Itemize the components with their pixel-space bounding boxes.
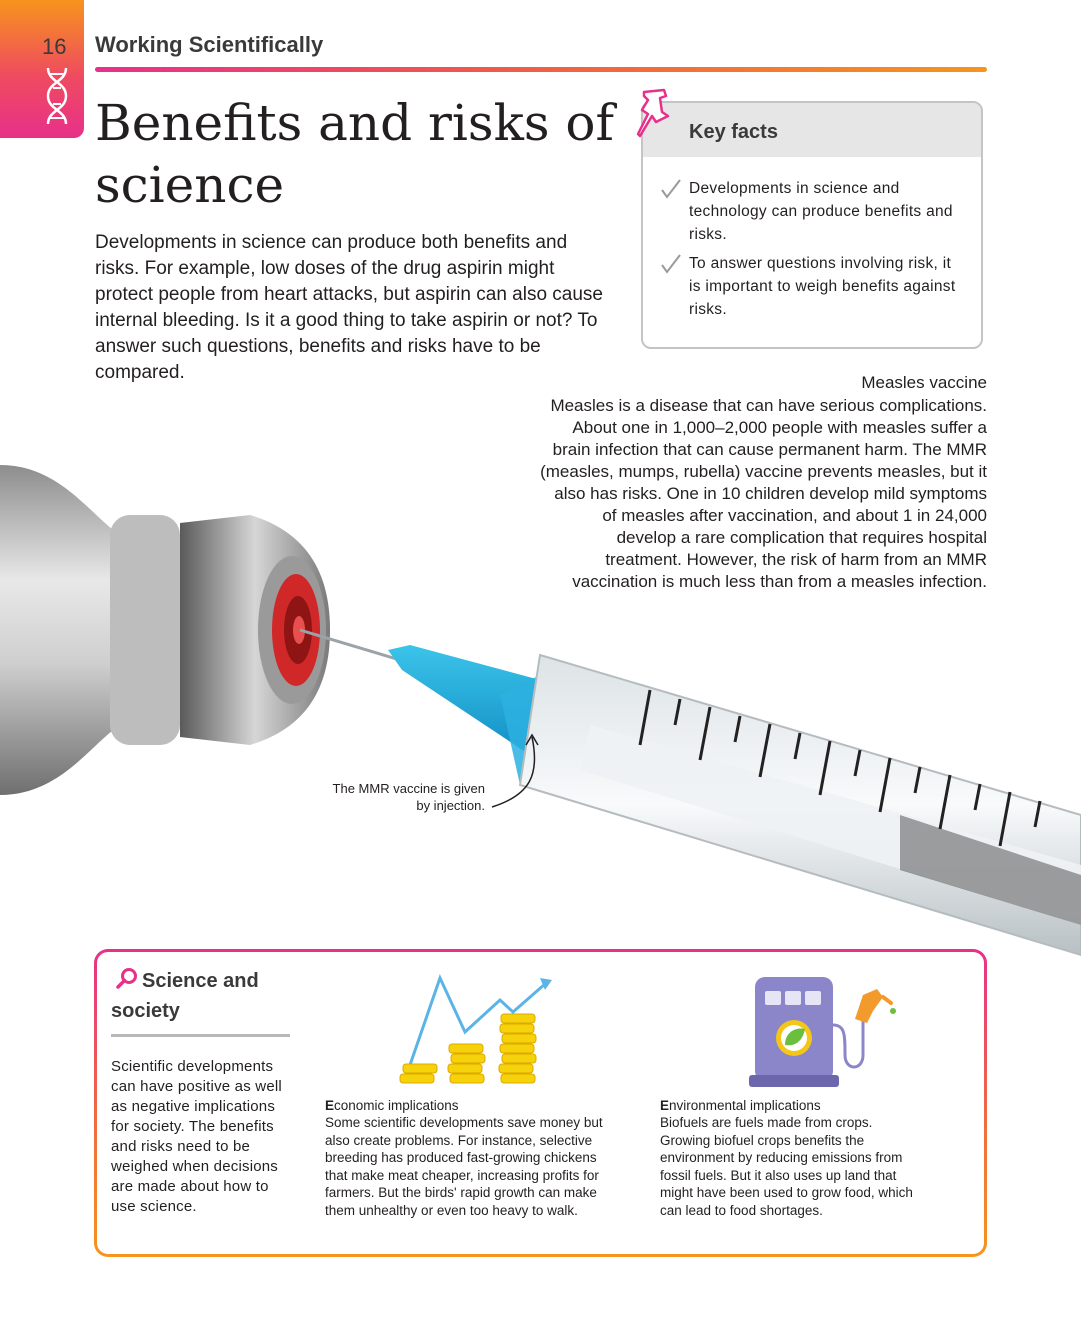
environmental-implications-title: Environmental implications <box>660 1098 821 1113</box>
injection-caption: The MMR vaccine is given by injection. <box>332 781 485 813</box>
science-and-society-title: Science and society <box>111 970 259 1022</box>
pushpin-icon <box>636 88 680 140</box>
economic-implications-title: Economic implications <box>325 1098 459 1113</box>
society-divider <box>111 1034 290 1037</box>
page-tab <box>0 0 84 138</box>
key-facts-title: Key facts <box>689 121 778 143</box>
page-number: 16 <box>42 34 67 59</box>
key-fact-text: To answer questions involving risk, it is important to weigh benefits against risks. <box>689 255 956 318</box>
header-rule <box>95 67 987 72</box>
check-icon <box>659 252 683 276</box>
rising-coins-chart-icon <box>395 970 565 1090</box>
economic-implications-text: Some scientific developments save money but also create problems. For instance, selective breeding has produced fast-growing chickens that make meat cheaper, increasing profits for farmers. But the birds' rapid growth can make them unhealthy or even too heavy to walk. <box>325 1115 603 1218</box>
biofuel-pump-icon <box>745 975 905 1090</box>
key-fact-text: Developments in science and technology can produce benefits and risks. <box>689 180 953 243</box>
page-title: Benefits and risks of science <box>95 94 615 214</box>
dna-icon <box>44 66 70 126</box>
key-facts-header <box>643 103 981 157</box>
environmental-implications-text: Biofuels are fuels made from crops. Growing biofuel crops benefits the environment by reducing emissions from fossil fuels. But it also uses up land that might have been used to grow food, which can lead to food shortages. <box>660 1115 913 1218</box>
section-title: Working Scientifically <box>95 32 324 57</box>
key-facts-box <box>641 101 983 349</box>
measles-title: Measles vaccine <box>861 373 987 392</box>
society-text: Scientific developments can have positive as well as negative implications for society. The benefits and risks need to be weighed when decisions are made about how to use science. <box>111 1058 282 1215</box>
vaccine-syringe-illustration <box>0 455 1081 960</box>
check-icon <box>659 177 683 201</box>
magnifier-icon <box>115 966 139 990</box>
key-fact-item <box>657 177 965 246</box>
key-fact-item <box>657 252 965 321</box>
intro-paragraph: Developments in science can produce both benefits and risks. For example, low doses of the drug aspirin might protect people from heart attacks, but aspirin can also cause internal bleeding. Is it a good thing to take aspirin or not? To answer such questions, benefits and risks have to be compared. <box>95 232 603 383</box>
measles-text: Measles is a disease that can have serious complications. About one in 1,000–2,000 people with measles suffer a brain infection that can cause permanent harm. The MMR (measles, mumps, rubella) vaccine prevents measles, but it also has risks. One in 10 children develop mild symptoms of measles after vaccination, and about 1 in 24,000 develop a rare complication that requires hospital treatment. However, the risk of harm from an MMR vaccination is much less than from a measles infection. <box>540 396 987 591</box>
key-facts-list <box>643 157 981 321</box>
